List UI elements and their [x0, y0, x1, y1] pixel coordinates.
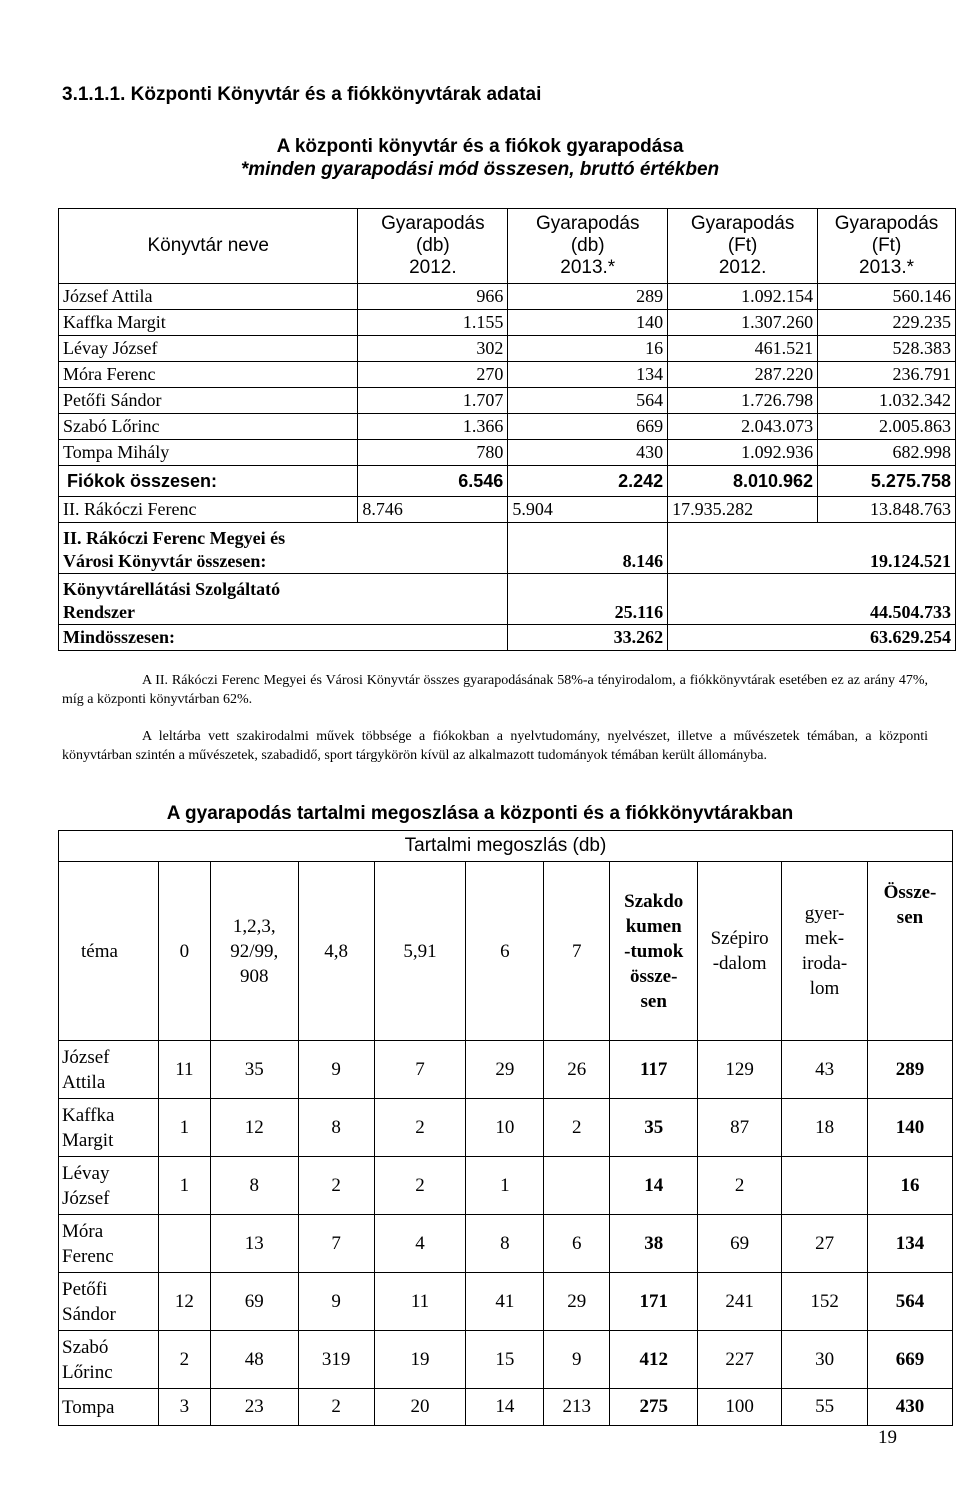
table-cell: 129	[698, 1041, 782, 1099]
table-cell: 6.546	[358, 466, 508, 497]
table-cell: 44.504.733	[668, 574, 956, 625]
table-cell: 5.275.758	[818, 466, 956, 497]
table-cell: 35	[610, 1099, 698, 1157]
table-cell: 27	[782, 1215, 868, 1273]
table-cell: 780	[358, 440, 508, 466]
table-cell: 26	[544, 1041, 610, 1099]
table-cell: 48	[210, 1331, 298, 1389]
header-szepirodalom: Szépiro -dalom	[698, 862, 782, 1041]
table-row	[59, 362, 956, 388]
table-cell: 9	[298, 1041, 374, 1099]
table-cell: 14	[466, 1389, 544, 1426]
table1-subtitle: *minden gyarapodási mód összesen, bruttó értékben	[240, 159, 720, 180]
table-cell: 8.010.962	[668, 466, 818, 497]
table-cell: 69	[698, 1215, 782, 1273]
table-row	[59, 1157, 953, 1215]
page-number: 19	[878, 1427, 897, 1448]
header-6: 6	[466, 862, 544, 1041]
library-name-cell: Tompa	[59, 1389, 159, 1426]
table-cell: 682.998	[818, 440, 956, 466]
table-cell: 117	[610, 1041, 698, 1099]
table-row	[59, 1389, 953, 1426]
grand-total-row	[59, 625, 956, 651]
table-cell: 134	[508, 362, 668, 388]
table-cell: 33.262	[508, 625, 668, 651]
table-cell: 287.220	[668, 362, 818, 388]
table-cell	[544, 1157, 610, 1215]
header-osszesen: Össze- sen	[868, 862, 953, 1041]
table-cell: Szabó Lőrinc	[59, 414, 358, 440]
table-cell: 19.124.521	[668, 523, 956, 574]
table-cell: II. Rákóczi Ferenc Megyei és Városi Könyvtár összesen:	[59, 523, 508, 574]
table-cell: 14	[610, 1157, 698, 1215]
table-cell: 1.092.936	[668, 440, 818, 466]
table-cell: 10	[466, 1099, 544, 1157]
table-cell: 15	[466, 1331, 544, 1389]
table-cell: 236.791	[818, 362, 956, 388]
header-db-2012: Gyarapodás (db) 2012.	[358, 209, 508, 284]
table-cell: 16	[868, 1157, 953, 1215]
table-cell: 18	[782, 1099, 868, 1157]
table-cell: 2.043.073	[668, 414, 818, 440]
table-cell: 669	[508, 414, 668, 440]
table-cell: 319	[298, 1331, 374, 1389]
table-cell: 87	[698, 1099, 782, 1157]
table-cell: 2.005.863	[818, 414, 956, 440]
table-cell: 12	[210, 1099, 298, 1157]
table-cell: 4	[374, 1215, 466, 1273]
ksz-row	[59, 574, 956, 625]
header-gyermekirodalom: gyer- mek- iroda- lom	[782, 862, 868, 1041]
table-cell: 9	[298, 1273, 374, 1331]
table-row	[59, 336, 956, 362]
section-heading: 3.1.1.1. Központi Könyvtár és a fiókkönyvtárak adatai	[62, 84, 542, 105]
table-cell: 171	[610, 1273, 698, 1331]
table-cell: 19	[374, 1331, 466, 1389]
table-cell: 8.746	[358, 497, 508, 523]
table2-header-row	[59, 862, 953, 1041]
table-cell: 461.521	[668, 336, 818, 362]
table-row	[59, 1041, 953, 1099]
table-cell: Móra Ferenc	[59, 362, 358, 388]
table-row	[59, 310, 956, 336]
table-cell: 2	[544, 1099, 610, 1157]
table-row	[59, 1273, 953, 1331]
table-cell: Kaffka Margit	[59, 310, 358, 336]
table-cell: 213	[544, 1389, 610, 1426]
table-cell: József Attila	[59, 284, 358, 310]
table-cell: 412	[610, 1331, 698, 1389]
table-cell: 41	[466, 1273, 544, 1331]
table-cell: 6	[544, 1215, 610, 1273]
table-cell: 1.366	[358, 414, 508, 440]
table-cell: 1	[158, 1099, 210, 1157]
table-cell: 430	[868, 1389, 953, 1426]
table-cell: 20	[374, 1389, 466, 1426]
table-cell: Mindösszesen:	[59, 625, 508, 651]
table-cell: 1.707	[358, 388, 508, 414]
table-row	[59, 388, 956, 414]
table-cell: 3	[158, 1389, 210, 1426]
table-cell: 55	[782, 1389, 868, 1426]
table-cell: 564	[868, 1273, 953, 1331]
table-cell: 7	[374, 1041, 466, 1099]
table-cell: Petőfi Sándor	[59, 388, 358, 414]
table-cell: 140	[868, 1099, 953, 1157]
table-cell: 8	[466, 1215, 544, 1273]
table-row	[59, 1215, 953, 1273]
library-name-cell: Lévay József	[59, 1157, 159, 1215]
table-cell: 29	[544, 1273, 610, 1331]
table-cell: 669	[868, 1331, 953, 1389]
table-cell: 229.235	[818, 310, 956, 336]
table-cell: Tompa Mihály	[59, 440, 358, 466]
table-cell: 270	[358, 362, 508, 388]
table-cell: 35	[210, 1041, 298, 1099]
table-cell: 100	[698, 1389, 782, 1426]
table-cell: 134	[868, 1215, 953, 1273]
table-row	[59, 414, 956, 440]
table-cell: 2	[374, 1099, 466, 1157]
table-cell: 30	[782, 1331, 868, 1389]
table-row	[59, 284, 956, 310]
table-cell: 1.726.798	[668, 388, 818, 414]
header-db-2013: Gyarapodás (db) 2013.*	[508, 209, 668, 284]
table-cell: 1	[466, 1157, 544, 1215]
table-cell: 7	[298, 1215, 374, 1273]
table-cell: 8	[298, 1099, 374, 1157]
table-cell: 17.935.282	[668, 497, 818, 523]
table-cell: 23	[210, 1389, 298, 1426]
header-ft-2012: Gyarapodás (Ft) 2012.	[668, 209, 818, 284]
table-cell: 2	[298, 1157, 374, 1215]
table-cell: 528.383	[818, 336, 956, 362]
table-cell: 8.146	[508, 523, 668, 574]
header-591: 5,91	[374, 862, 466, 1041]
table-cell: 29	[466, 1041, 544, 1099]
table-cell: 2	[158, 1331, 210, 1389]
table-cell: 302	[358, 336, 508, 362]
table-cell: 13.848.763	[818, 497, 956, 523]
table2-title: A gyarapodás tartalmi megoszlása a központi és a fiókkönyvtárakban	[166, 803, 794, 824]
table-cell: 2.242	[508, 466, 668, 497]
table-cell: 43	[782, 1041, 868, 1099]
table-cell: Lévay József	[59, 336, 358, 362]
header-szakdokumentumok: Szakdo kumen -tumok össze- sen	[610, 862, 698, 1041]
table-cell: 12	[158, 1273, 210, 1331]
table-cell: 63.629.254	[668, 625, 956, 651]
library-name-cell: József Attila	[59, 1041, 159, 1099]
table-cell: 1	[158, 1157, 210, 1215]
library-name-cell: Szabó Lőrinc	[59, 1331, 159, 1389]
table1-title: A központi könyvtár és a fiókok gyarapodása	[276, 136, 684, 157]
table-cell: 25.116	[508, 574, 668, 625]
content-distribution-table	[58, 830, 953, 1426]
header-library-name: Könyvtár neve	[59, 209, 358, 284]
header-tema: téma	[59, 862, 159, 1041]
table-cell: 1.155	[358, 310, 508, 336]
table-row	[59, 1331, 953, 1389]
table-cell: Könyvtárellátási Szolgáltató Rendszer	[59, 574, 508, 625]
rakoczi-row	[59, 497, 956, 523]
table2-caption-row	[59, 831, 953, 862]
county-total-row	[59, 523, 956, 574]
header-123: 1,2,3, 92/99, 908	[210, 862, 298, 1041]
table-cell: 9	[544, 1331, 610, 1389]
branches-total-row	[59, 466, 956, 497]
table-cell	[782, 1157, 868, 1215]
table-cell: 430	[508, 440, 668, 466]
table-cell: Fiókok összesen:	[59, 466, 358, 497]
table-cell: 1.092.154	[668, 284, 818, 310]
table-cell: 289	[508, 284, 668, 310]
table-cell	[158, 1215, 210, 1273]
table-row	[59, 440, 956, 466]
header-ft-2013: Gyarapodás (Ft) 2013.*	[818, 209, 956, 284]
table-cell: 38	[610, 1215, 698, 1273]
table-cell: 560.146	[818, 284, 956, 310]
table-cell: 11	[158, 1041, 210, 1099]
table-cell: 227	[698, 1331, 782, 1389]
library-name-cell: Petőfi Sándor	[59, 1273, 159, 1331]
table-cell: 11	[374, 1273, 466, 1331]
paragraph-ratio: A II. Rákóczi Ferenc Megyei és Városi Könyvtár összes gyarapodásának 58%-a tényirodalom, a fiókkönyvtárak esetében ez az arány 47%, míg a központi könyvtárban 62%.	[62, 673, 928, 707]
table-cell: 1.032.342	[818, 388, 956, 414]
library-name-cell: Kaffka Margit	[59, 1099, 159, 1157]
acquisition-table	[58, 208, 956, 651]
table-cell: 241	[698, 1273, 782, 1331]
table2-caption: Tartalmi megoszlás (db)	[59, 831, 953, 862]
library-name-cell: Móra Ferenc	[59, 1215, 159, 1273]
header-7: 7	[544, 862, 610, 1041]
table-cell: 2	[374, 1157, 466, 1215]
table-cell: 16	[508, 336, 668, 362]
table-row	[59, 1099, 953, 1157]
table-cell: 966	[358, 284, 508, 310]
paragraph-content: A leltárba vett szakirodalmi művek többsége a fiókokban a nyelvtudomány, nyelvészet, illetve a művészetek témában, a központi könyvtárban szintén a művészetek, szabadidő, sport tárgykörön kívül az alkalmazott tudományok témában került állományba.	[62, 729, 928, 763]
table-cell: 13	[210, 1215, 298, 1273]
header-0: 0	[158, 862, 210, 1041]
table-cell: 564	[508, 388, 668, 414]
table-cell: 289	[868, 1041, 953, 1099]
table-cell: 275	[610, 1389, 698, 1426]
table-cell: 1.307.260	[668, 310, 818, 336]
table-cell: 5.904	[508, 497, 668, 523]
table-cell: 152	[782, 1273, 868, 1331]
table-cell: II. Rákóczi Ferenc	[59, 497, 358, 523]
table-cell: 140	[508, 310, 668, 336]
table-cell: 2	[298, 1389, 374, 1426]
table-cell: 8	[210, 1157, 298, 1215]
table-cell: 69	[210, 1273, 298, 1331]
table1-header-row	[59, 209, 956, 284]
table-cell: 2	[698, 1157, 782, 1215]
header-48: 4,8	[298, 862, 374, 1041]
